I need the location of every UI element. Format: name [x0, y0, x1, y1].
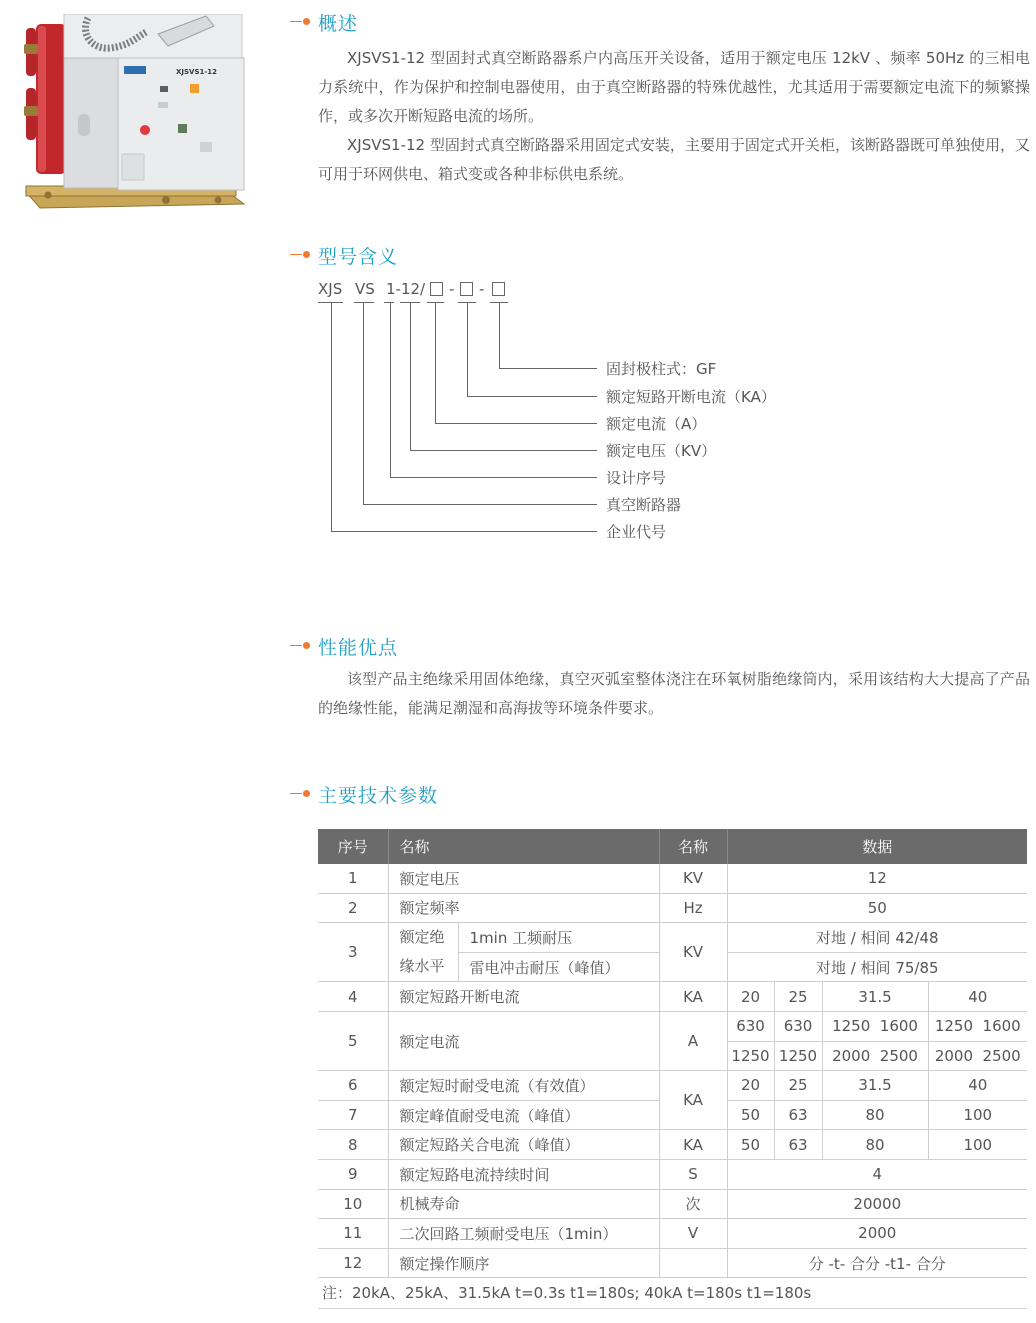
table-cell: 31.5	[822, 1071, 928, 1101]
table-cell: 1min 工频耐压	[458, 923, 659, 953]
section-bullet-icon	[290, 242, 316, 268]
table-header: 序号	[318, 829, 388, 864]
section-title-performance: 性能优点	[318, 636, 399, 659]
table-cell: S	[659, 1159, 727, 1189]
table-cell: 5	[318, 1011, 388, 1070]
section-overview	[290, 9, 358, 35]
table-header: 数据	[727, 829, 1027, 864]
table-cell: 80	[822, 1100, 928, 1130]
table-cell: 雷电冲击耐压（峰值）	[458, 952, 659, 982]
table-row	[318, 1011, 1027, 1041]
params-table	[318, 829, 1027, 1278]
table-cell: 20000	[727, 1189, 1027, 1219]
table-cell	[388, 923, 458, 982]
model-code-voltage: 1-12/	[386, 280, 426, 298]
table-cell: 9	[318, 1159, 388, 1189]
table-cell: 25	[774, 982, 822, 1012]
table-cell: Hz	[659, 893, 727, 923]
table-cell: 100	[928, 1130, 1027, 1160]
table-cell: 4	[318, 982, 388, 1012]
table-cell: 3	[318, 923, 388, 982]
table-cell: 630	[727, 1011, 774, 1041]
model-label-design-no: 设计序号	[606, 469, 667, 487]
table-cell: 50	[727, 1130, 774, 1160]
table-cell: 20	[727, 1071, 774, 1101]
table-cell: KV	[659, 923, 727, 982]
table-cell: 11	[318, 1219, 388, 1249]
table-cell: 1250 1600	[928, 1011, 1027, 1041]
table-cell: 630	[774, 1011, 822, 1041]
table-cell: 额定峰值耐受电流（峰值）	[388, 1100, 659, 1130]
product-model-text: XJSVS1-12	[176, 68, 218, 76]
performance-paragraph: 该型产品主绝缘采用固体绝缘，真空灭弧室整体浇注在环氧树脂绝缘筒内，采用该结构大大提高了产品的绝缘性能，能满足潮湿和高海拔等环境条件要求。	[318, 670, 1030, 717]
table-cell: 额定短路关合电流（峰值）	[388, 1130, 659, 1160]
table-cell: 对地 / 相间 75/85	[727, 952, 1027, 982]
table-cell: 机械寿命	[388, 1189, 659, 1219]
model-label-company-code: 企业代号	[606, 523, 667, 541]
table-row	[318, 923, 1027, 953]
table-cell: 1	[318, 864, 388, 893]
table-cell: 63	[774, 1100, 822, 1130]
table-cell: KA	[659, 1130, 727, 1160]
table-cell: 1250	[774, 1041, 822, 1071]
table-row	[318, 1159, 1027, 1189]
table-cell: 次	[659, 1189, 727, 1219]
table-row	[318, 864, 1027, 893]
table-row	[318, 1248, 1027, 1278]
table-cell: 额定频率	[388, 893, 659, 923]
product-image	[18, 14, 250, 214]
table-cell: 6	[318, 1071, 388, 1101]
model-label-vacuum-breaker: 真空断路器	[606, 496, 682, 514]
table-row	[318, 893, 1027, 923]
table-cell	[659, 1248, 727, 1278]
table-row	[318, 982, 1027, 1012]
table-row	[318, 1219, 1027, 1249]
model-label-rated-current: 额定电流（A）	[606, 415, 707, 433]
table-cell: 2	[318, 893, 388, 923]
table-cell: 10	[318, 1189, 388, 1219]
model-label-pole: 固封极柱式：GF	[606, 360, 717, 378]
table-note: 注：20kA、25kA、31.5kA t=0.3s t1=180s; 40kA t=180s t1=180s	[322, 1284, 812, 1302]
table-cell: 12	[727, 864, 1027, 893]
model-code-separator: -	[449, 280, 455, 298]
table-cell-text: 额定绝	[399, 928, 445, 947]
model-code-type: VS	[355, 280, 375, 298]
section-params	[290, 781, 438, 807]
table-header: 名称	[659, 829, 727, 864]
model-code-box-breaking	[460, 282, 473, 296]
table-cell: 分 -t- 合分 -t1- 合分	[727, 1248, 1027, 1278]
table-cell: A	[659, 1011, 727, 1070]
model-label-rated-voltage: 额定电压（KV）	[606, 442, 717, 460]
table-cell: 100	[928, 1100, 1027, 1130]
section-title-model: 型号含义	[318, 245, 399, 268]
table-note-divider	[318, 1308, 1027, 1309]
table-cell: 80	[822, 1130, 928, 1160]
table-cell: 额定短路电流持续时间	[388, 1159, 659, 1189]
model-label-breaking-current: 额定短路开断电流（KA）	[606, 388, 776, 406]
table-cell: 2000 2500	[822, 1041, 928, 1071]
table-cell: 额定电压	[388, 864, 659, 893]
model-code-box-pole	[492, 282, 505, 296]
section-title-params: 主要技术参数	[318, 784, 439, 807]
table-cell: 8	[318, 1130, 388, 1160]
table-cell: 31.5	[822, 982, 928, 1012]
table-cell: KV	[659, 864, 727, 893]
table-row	[318, 1130, 1027, 1160]
model-code-separator: -	[479, 280, 485, 298]
model-code	[318, 276, 518, 302]
table-cell: 二次回路工频耐受电压（1min）	[388, 1219, 659, 1249]
table-cell: 对地 / 相间 42/48	[727, 923, 1027, 953]
table-cell: 40	[928, 1071, 1027, 1101]
table-cell: KA	[659, 1071, 727, 1130]
overview-paragraph-2: XJSVS1-12 型固封式真空断路器采用固定式安装，主要用于固定式开关柜，该断路器既可单独使用，又可用于环网供电、箱式变或各种非标供电系统。	[318, 136, 1030, 183]
table-cell: 额定电流	[388, 1011, 659, 1070]
model-code-company: XJS	[318, 280, 343, 298]
section-bullet-icon	[290, 781, 316, 807]
section-title-overview: 概述	[318, 12, 359, 35]
table-cell: 额定短时耐受电流（有效值）	[388, 1071, 659, 1101]
section-bullet-icon	[290, 9, 316, 35]
table-header-row	[318, 829, 1027, 864]
table-cell: 50	[727, 1100, 774, 1130]
table-cell: 4	[727, 1159, 1027, 1189]
table-cell-text: 缘水平	[399, 957, 445, 976]
table-cell: 50	[727, 893, 1027, 923]
table-cell: KA	[659, 982, 727, 1012]
section-bullet-icon	[290, 633, 316, 659]
table-row	[318, 1071, 1027, 1101]
table-header: 名称	[388, 829, 659, 864]
table-cell: 1250	[727, 1041, 774, 1071]
table-cell: 2000	[727, 1219, 1027, 1249]
table-cell: 额定短路开断电流	[388, 982, 659, 1012]
table-row	[318, 1189, 1027, 1219]
table-cell: 25	[774, 1071, 822, 1101]
section-performance	[290, 633, 398, 659]
overview-paragraph-1: XJSVS1-12 型固封式真空断路器系户内高压开关设备，适用于额定电压 12kV 、频率 50Hz 的三相电力系统中，作为保护和控制电器使用，由于真空断路器的特殊优越性，尤其适用于需要额定电流下的频繁操作，或多次开断短路电流的场所。	[318, 49, 1030, 125]
table-cell: 额定操作顺序	[388, 1248, 659, 1278]
section-model	[290, 242, 398, 268]
table-cell: 2000 2500	[928, 1041, 1027, 1071]
table-cell: 1250 1600	[822, 1011, 928, 1041]
table-cell: 7	[318, 1100, 388, 1130]
table-cell: 63	[774, 1130, 822, 1160]
table-cell: 20	[727, 982, 774, 1012]
table-cell: 40	[928, 982, 1027, 1012]
model-code-box-current	[430, 282, 443, 296]
table-cell: 12	[318, 1248, 388, 1278]
table-cell: V	[659, 1219, 727, 1249]
